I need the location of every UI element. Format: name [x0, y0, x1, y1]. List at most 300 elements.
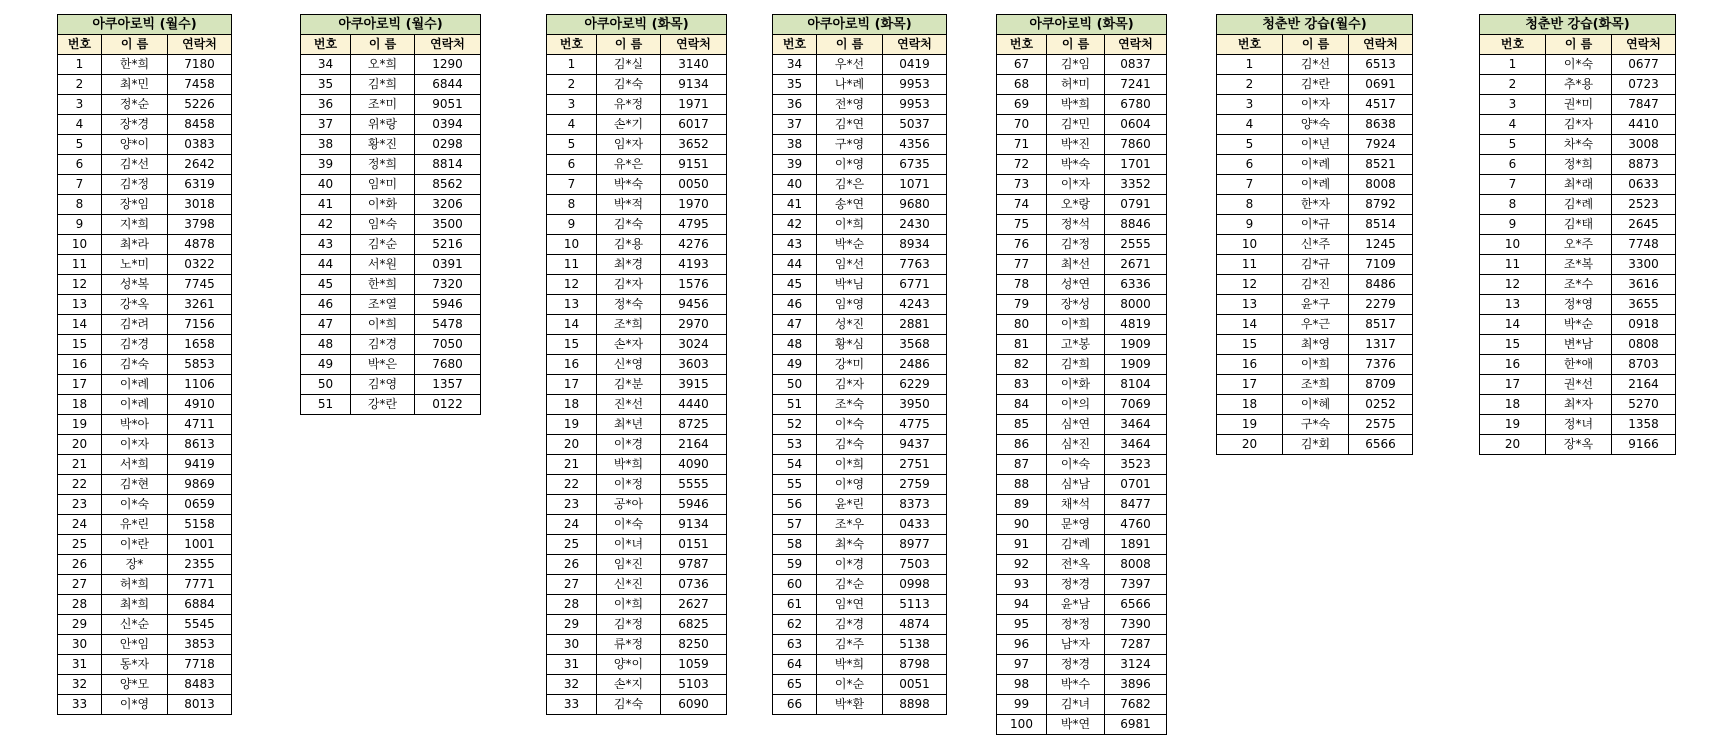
table-row	[58, 315, 232, 335]
table-row	[1217, 195, 1413, 215]
member-name: 김*태	[1546, 215, 1612, 235]
member-name: 김*녀	[1047, 695, 1105, 715]
row-number: 61	[773, 595, 817, 615]
member-name: 류*정	[597, 635, 661, 655]
member-name: 김*규	[1283, 255, 1349, 275]
contact-number: 0723	[1612, 75, 1676, 95]
row-number: 98	[997, 675, 1047, 695]
table-row	[1480, 155, 1676, 175]
contact-number: 3352	[1105, 175, 1167, 195]
member-name: 최*희	[102, 595, 168, 615]
table-row	[773, 235, 947, 255]
contact-number: 0736	[661, 575, 727, 595]
contact-number: 7109	[1349, 255, 1413, 275]
table-row	[547, 335, 727, 355]
row-number: 7	[58, 175, 102, 195]
row-number: 87	[997, 455, 1047, 475]
contact-number: 4711	[168, 415, 232, 435]
contact-number: 6771	[883, 275, 947, 295]
member-name: 조*우	[817, 515, 883, 535]
row-number: 77	[997, 255, 1047, 275]
header-contact: 연락처	[1612, 35, 1676, 55]
member-name: 김*례	[1047, 535, 1105, 555]
row-number: 15	[547, 335, 597, 355]
contact-number: 2970	[661, 315, 727, 335]
row-number: 100	[997, 715, 1047, 735]
table-row	[58, 635, 232, 655]
row-number: 24	[547, 515, 597, 535]
contact-number: 6566	[1105, 595, 1167, 615]
contact-number: 0391	[415, 255, 481, 275]
contact-number: 9953	[883, 75, 947, 95]
member-name: 김*순	[351, 235, 415, 255]
member-name: 이*혜	[1283, 395, 1349, 415]
row-number: 16	[1217, 355, 1283, 375]
table-row	[773, 135, 947, 155]
member-name: 심*연	[1047, 415, 1105, 435]
row-number: 52	[773, 415, 817, 435]
table-row	[773, 635, 947, 655]
contact-number: 5545	[168, 615, 232, 635]
member-name: 신*영	[597, 355, 661, 375]
table-row	[301, 55, 481, 75]
row-number: 20	[1217, 435, 1283, 455]
table-row	[547, 95, 727, 115]
contact-number: 1245	[1349, 235, 1413, 255]
row-number: 12	[58, 275, 102, 295]
contact-number: 9051	[415, 95, 481, 115]
member-name: 박*님	[817, 275, 883, 295]
header-contact: 연락처	[415, 35, 481, 55]
row-number: 50	[773, 375, 817, 395]
row-number: 42	[301, 215, 351, 235]
member-name: 김*주	[817, 635, 883, 655]
table-row	[58, 335, 232, 355]
member-name: 박*적	[597, 195, 661, 215]
member-name: 박*숙	[597, 175, 661, 195]
table-row	[301, 335, 481, 355]
member-name: 윤*구	[1283, 295, 1349, 315]
member-name: 김*란	[1283, 75, 1349, 95]
row-number: 62	[773, 615, 817, 635]
contact-number: 9419	[168, 455, 232, 475]
row-number: 11	[1480, 255, 1546, 275]
header-contact: 연락처	[1105, 35, 1167, 55]
table-row	[547, 455, 727, 475]
member-name: 정*순	[102, 95, 168, 115]
table-row	[997, 435, 1167, 455]
member-name: 허*희	[102, 575, 168, 595]
table-row	[58, 355, 232, 375]
row-number: 13	[547, 295, 597, 315]
row-number: 18	[1480, 395, 1546, 415]
member-name: 송*연	[817, 195, 883, 215]
table-title: 아쿠아로빅 (화목)	[773, 15, 947, 35]
table-row	[301, 315, 481, 335]
member-name: 최*민	[102, 75, 168, 95]
member-name: 이*경	[817, 555, 883, 575]
contact-number: 3523	[1105, 455, 1167, 475]
table-title: 아쿠아로빅 (화목)	[997, 15, 1167, 35]
contact-number: 8517	[1349, 315, 1413, 335]
member-name: 권*미	[1546, 95, 1612, 115]
table-row	[773, 55, 947, 75]
row-number: 15	[1480, 335, 1546, 355]
contact-number: 5478	[415, 315, 481, 335]
contact-number: 7376	[1349, 355, 1413, 375]
member-name: 조*복	[1546, 255, 1612, 275]
contact-number: 3950	[883, 395, 947, 415]
row-number: 36	[773, 95, 817, 115]
member-name: 전*영	[817, 95, 883, 115]
contact-number: 9166	[1612, 435, 1676, 455]
row-number: 24	[58, 515, 102, 535]
row-number: 31	[547, 655, 597, 675]
row-number: 92	[997, 555, 1047, 575]
member-name: 신*주	[1283, 235, 1349, 255]
table-row	[1480, 235, 1676, 255]
member-name: 나*례	[817, 75, 883, 95]
contact-number: 0677	[1612, 55, 1676, 75]
row-number: 32	[547, 675, 597, 695]
table-row	[997, 575, 1167, 595]
table-row	[997, 695, 1167, 715]
header-name: 이 름	[1546, 35, 1612, 55]
contact-number: 2575	[1349, 415, 1413, 435]
table-row	[58, 575, 232, 595]
member-name: 이*례	[1283, 175, 1349, 195]
contact-number: 7924	[1349, 135, 1413, 155]
roster-table-6	[1216, 14, 1413, 455]
contact-number: 0808	[1612, 335, 1676, 355]
header-number: 번호	[773, 35, 817, 55]
row-number: 9	[58, 215, 102, 235]
table-row	[997, 375, 1167, 395]
row-number: 76	[997, 235, 1047, 255]
table-row	[773, 335, 947, 355]
member-name: 조*미	[351, 95, 415, 115]
table-row	[773, 435, 947, 455]
row-number: 8	[58, 195, 102, 215]
header-contact: 연락처	[661, 35, 727, 55]
row-number: 1	[58, 55, 102, 75]
table-row	[773, 115, 947, 135]
row-number: 16	[58, 355, 102, 375]
table-row	[1217, 135, 1413, 155]
row-number: 58	[773, 535, 817, 555]
header-number: 번호	[58, 35, 102, 55]
table-row	[997, 155, 1167, 175]
row-number: 7	[1480, 175, 1546, 195]
contact-number: 1059	[661, 655, 727, 675]
contact-number: 8514	[1349, 215, 1413, 235]
contact-number: 5113	[883, 595, 947, 615]
row-number: 96	[997, 635, 1047, 655]
roster-table-3	[546, 14, 727, 715]
table-row	[547, 135, 727, 155]
row-number: 16	[547, 355, 597, 375]
table-row	[773, 535, 947, 555]
contact-number: 8008	[1349, 175, 1413, 195]
table-row	[547, 495, 727, 515]
table-row	[1480, 135, 1676, 155]
row-number: 48	[301, 335, 351, 355]
table-row	[547, 55, 727, 75]
contact-number: 2555	[1105, 235, 1167, 255]
row-number: 35	[773, 75, 817, 95]
table-row	[773, 475, 947, 495]
row-number: 4	[1217, 115, 1283, 135]
member-name: 장*성	[1047, 295, 1105, 315]
row-number: 19	[58, 415, 102, 435]
table-title: 청춘반 강습(월수)	[1217, 15, 1413, 35]
table-row	[58, 555, 232, 575]
member-name: 김*회	[1283, 435, 1349, 455]
member-name: 허*미	[1047, 75, 1105, 95]
table-row	[997, 475, 1167, 495]
row-number: 28	[58, 595, 102, 615]
member-name: 최*영	[1283, 335, 1349, 355]
header-number: 번호	[997, 35, 1047, 55]
row-number: 42	[773, 215, 817, 235]
member-name: 임*미	[351, 175, 415, 195]
contact-number: 1106	[168, 375, 232, 395]
row-number: 39	[301, 155, 351, 175]
member-name: 박*희	[1047, 95, 1105, 115]
contact-number: 1576	[661, 275, 727, 295]
row-number: 27	[58, 575, 102, 595]
contact-number: 0050	[661, 175, 727, 195]
contact-number: 8477	[1105, 495, 1167, 515]
member-name: 임*자	[597, 135, 661, 155]
row-number: 46	[773, 295, 817, 315]
row-number: 90	[997, 515, 1047, 535]
contact-number: 2751	[883, 455, 947, 475]
member-name: 이*숙	[597, 515, 661, 535]
member-name: 김*진	[1283, 275, 1349, 295]
table-row	[997, 635, 1167, 655]
table-row	[1480, 95, 1676, 115]
table-row	[547, 155, 727, 175]
table-row	[58, 235, 232, 255]
table-row	[58, 615, 232, 635]
member-name: 임*연	[817, 595, 883, 615]
contact-number: 2645	[1612, 215, 1676, 235]
table-row	[1217, 295, 1413, 315]
member-name: 이*규	[1283, 215, 1349, 235]
row-number: 1	[547, 55, 597, 75]
member-name: 손*기	[597, 115, 661, 135]
member-name: 이*례	[1283, 155, 1349, 175]
row-number: 66	[773, 695, 817, 715]
member-name: 윤*린	[817, 495, 883, 515]
table-row	[1217, 375, 1413, 395]
row-number: 82	[997, 355, 1047, 375]
row-number: 2	[58, 75, 102, 95]
row-number: 30	[547, 635, 597, 655]
contact-number: 4193	[661, 255, 727, 275]
contact-number: 7241	[1105, 75, 1167, 95]
member-name: 최*년	[597, 415, 661, 435]
row-number: 80	[997, 315, 1047, 335]
member-name: 한*애	[1546, 355, 1612, 375]
table-row	[997, 175, 1167, 195]
row-number: 44	[301, 255, 351, 275]
row-number: 20	[58, 435, 102, 455]
row-number: 11	[1217, 255, 1283, 275]
table-row	[997, 515, 1167, 535]
table-row	[1480, 195, 1676, 215]
member-name: 이*화	[1047, 375, 1105, 395]
row-number: 1	[1217, 55, 1283, 75]
table-row	[1480, 115, 1676, 135]
member-name: 정*경	[1047, 655, 1105, 675]
row-number: 17	[547, 375, 597, 395]
member-name: 이*화	[351, 195, 415, 215]
member-name: 안*임	[102, 635, 168, 655]
table-row	[547, 675, 727, 695]
member-name: 김*정	[597, 615, 661, 635]
table-row	[301, 135, 481, 155]
contact-number: 1290	[415, 55, 481, 75]
table-row	[58, 435, 232, 455]
header-row	[58, 35, 232, 55]
contact-number: 8709	[1349, 375, 1413, 395]
row-number: 41	[301, 195, 351, 215]
table-row	[58, 515, 232, 535]
row-number: 4	[1480, 115, 1546, 135]
header-name: 이 름	[102, 35, 168, 55]
table-row	[773, 175, 947, 195]
row-number: 6	[1217, 155, 1283, 175]
row-number: 48	[773, 335, 817, 355]
contact-number: 8873	[1612, 155, 1676, 175]
table-row	[773, 655, 947, 675]
table-row	[547, 115, 727, 135]
row-number: 70	[997, 115, 1047, 135]
contact-number: 8458	[168, 115, 232, 135]
row-number: 26	[547, 555, 597, 575]
member-name: 정*경	[1047, 575, 1105, 595]
member-name: 박*은	[351, 355, 415, 375]
member-name: 이*례	[102, 395, 168, 415]
roster-table-7	[1479, 14, 1676, 455]
table-row	[547, 435, 727, 455]
row-number: 14	[547, 315, 597, 335]
row-number: 86	[997, 435, 1047, 455]
member-name: 유*은	[597, 155, 661, 175]
row-number: 10	[1217, 235, 1283, 255]
member-name: 김*분	[597, 375, 661, 395]
row-number: 75	[997, 215, 1047, 235]
row-number: 14	[1480, 315, 1546, 335]
table-row	[1480, 255, 1676, 275]
row-number: 27	[547, 575, 597, 595]
roster-table-5	[996, 14, 1167, 735]
contact-number: 4090	[661, 455, 727, 475]
contact-number: 2164	[1612, 375, 1676, 395]
contact-number: 4878	[168, 235, 232, 255]
table-row	[997, 215, 1167, 235]
row-number: 47	[773, 315, 817, 335]
table-row	[773, 75, 947, 95]
contact-number: 2642	[168, 155, 232, 175]
contact-number: 3616	[1612, 275, 1676, 295]
member-name: 신*순	[102, 615, 168, 635]
member-name: 김*자	[817, 375, 883, 395]
row-number: 72	[997, 155, 1047, 175]
table-row	[547, 415, 727, 435]
member-name: 박*수	[1047, 675, 1105, 695]
table-row	[997, 595, 1167, 615]
member-name: 김*은	[817, 175, 883, 195]
contact-number: 4243	[883, 295, 947, 315]
table-row	[997, 655, 1167, 675]
row-number: 17	[58, 375, 102, 395]
member-name: 한*자	[1283, 195, 1349, 215]
contact-number: 0998	[883, 575, 947, 595]
row-number: 5	[547, 135, 597, 155]
contact-number: 7458	[168, 75, 232, 95]
contact-number: 2881	[883, 315, 947, 335]
row-number: 51	[301, 395, 351, 415]
table-row	[773, 495, 947, 515]
contact-number: 4760	[1105, 515, 1167, 535]
table-row	[1217, 315, 1413, 335]
row-number: 19	[547, 415, 597, 435]
member-name: 정*희	[351, 155, 415, 175]
contact-number: 3464	[1105, 435, 1167, 455]
member-name: 김*선	[102, 155, 168, 175]
row-number: 21	[547, 455, 597, 475]
table-row	[1217, 275, 1413, 295]
row-number: 9	[547, 215, 597, 235]
contact-number: 8798	[883, 655, 947, 675]
contact-number: 6884	[168, 595, 232, 615]
row-number: 36	[301, 95, 351, 115]
member-name: 조*열	[351, 295, 415, 315]
row-number: 6	[58, 155, 102, 175]
table-row	[1480, 375, 1676, 395]
contact-number: 9456	[661, 295, 727, 315]
table-row	[997, 195, 1167, 215]
contact-number: 2759	[883, 475, 947, 495]
row-number: 47	[301, 315, 351, 335]
table-row	[58, 455, 232, 475]
member-name: 문*영	[1047, 515, 1105, 535]
member-name: 김*숙	[817, 435, 883, 455]
table-row	[997, 495, 1167, 515]
row-number: 59	[773, 555, 817, 575]
roster-table-1	[57, 14, 232, 715]
row-number: 8	[1217, 195, 1283, 215]
table-row	[773, 215, 947, 235]
contact-number: 9134	[661, 75, 727, 95]
member-name: 김*자	[1546, 115, 1612, 135]
member-name: 이*녀	[597, 535, 661, 555]
contact-number: 6825	[661, 615, 727, 635]
table-row	[301, 195, 481, 215]
row-number: 69	[997, 95, 1047, 115]
member-name: 김*숙	[597, 215, 661, 235]
contact-number: 3655	[1612, 295, 1676, 315]
member-name: 손*지	[597, 675, 661, 695]
row-number: 99	[997, 695, 1047, 715]
row-number: 35	[301, 75, 351, 95]
member-name: 김*정	[102, 175, 168, 195]
row-number: 78	[997, 275, 1047, 295]
contact-number: 6844	[415, 75, 481, 95]
